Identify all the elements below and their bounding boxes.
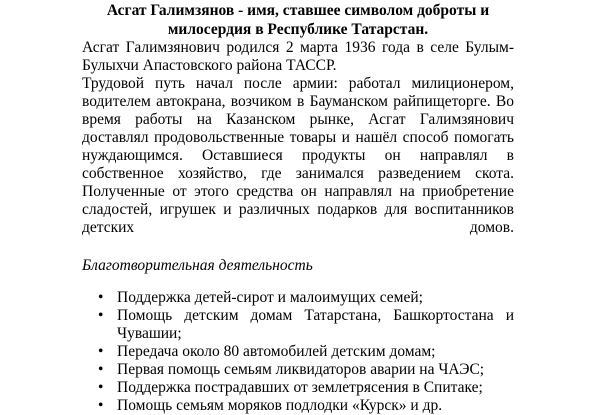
bullet-icon: • [98,397,104,414]
list-item [82,289,514,307]
section-heading-charity: Благотворительная деятельность [82,257,313,274]
list-item [82,361,514,379]
list-item-text: Помощь детским домам Татарстана, Башкортостана и Чувашии; [117,307,514,342]
document-page [82,0,514,415]
paragraph-birth: Асгат Галимзянович родился 2 марта 1936 года в селе Булым-Булыхчи Апастовского района ТАССР. [82,39,514,74]
paragraph-career: Трудовой путь начал после армии: работал милиционером, водителем автокрана, возчиком в Бауманском райпищеторге. Во время работы на Казанском рынке, Асгат Галимзянович доставлял продовольственные товары и нашёл способ помогать нуждающимся. Оставшиеся продукты он направлял в собственное хозяйство, где занимался разведением скота. Полученные от этого средства он направлял на приобретение сладостей, игрушек и различных подарков для воспитанников детских домов. [82,75,514,236]
list-item [82,397,514,415]
list-item-text: Поддержка детей-сирот и малоимущих семей; [117,289,423,306]
list-item-text: Помощь семьям моряков подлодки «Курск» и др. [117,397,443,414]
bullet-icon: • [98,379,104,396]
title-line-2: милосердия в Республике Татарстан. [167,21,429,38]
list-item [82,343,514,361]
list-item-text: Первая помощь семьям ликвидаторов аварии на ЧАЭС; [117,361,485,378]
title-line-1: Асгат Галимзянов - имя, ставшее символом доброты и [106,2,490,19]
document-title [82,0,514,39]
bullet-icon: • [98,289,104,306]
bullet-icon: • [98,343,104,360]
charity-list [82,289,514,415]
list-item-text: Передача около 80 автомобилей детским домам; [117,343,436,360]
list-item-text: Поддержка пострадавших от землетрясения в Спитаке; [117,379,483,396]
list-item [82,307,514,343]
bullet-icon: • [98,361,104,378]
list-item [82,379,514,397]
bullet-icon: • [98,307,104,324]
